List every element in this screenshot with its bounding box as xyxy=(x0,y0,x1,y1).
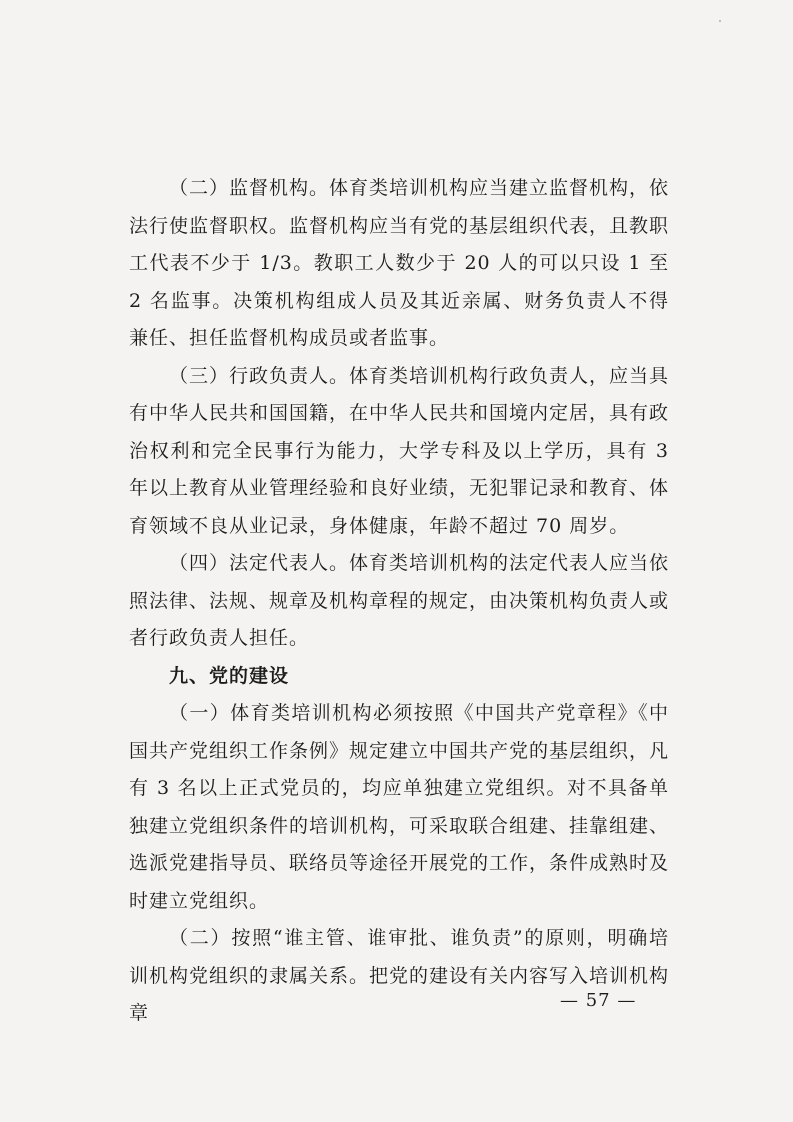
section-heading-party-building: 九、党的建设 xyxy=(169,664,290,687)
paragraph-supervisory-body: （二）监督机构。体育类培训机构应当建立监督机构，依法行使监督职权。监督机构应当有党的基层组织代表，且教职工代表不少于 1/3。教职工人数少于 20 人的可以只设 1 至 2 名监事。决策机构组成人员及其近亲属、财务负责人不得兼任、担任监督机构成员或者监事。 xyxy=(129,177,670,349)
paragraph-party-organization: （一）体育类培训机构必须按照《中国共产党章程》《中国共产党组织工作条例》规定建立中国共产党的基层组织，凡有 3 名以上正式党员的，均应单独建立党组织。对不具备单独建立党组织条件的培训机构，可采取联合组建、挂靠组建、选派党建指导员、联络员等途径开展党的工作，条件成熟时及时建立党组织。 xyxy=(129,702,670,912)
paragraph-administrative-head: （三）行政负责人。体育类培训机构行政负责人，应当具有中华人民共和国国籍，在中华人民共和国境内定居，具有政治权利和完全民事行为能力，大学专科及以上学历，具有 3 年以上教育从业管理经验和良好业绩，无犯罪记录和教育、体育领域不良从业记录，身体健康，年龄不超过 70 周岁。 xyxy=(129,364,670,537)
paragraph-party-affiliation: （二）按照“谁主管、谁审批、谁负责”的原则，明确培训机构党组织的隶属关系。把党的建设有关内容写入培训机构章 xyxy=(129,927,670,1024)
paragraph-legal-representative: （四）法定代表人。体育类培训机构的法定代表人应当依照法律、法规、规章及机构章程的规定，由决策机构负责人或者行政负责人担任。 xyxy=(129,552,670,649)
page-number: — 57 — xyxy=(560,990,637,1011)
scan-mark xyxy=(719,20,721,22)
document-body xyxy=(129,170,669,1033)
